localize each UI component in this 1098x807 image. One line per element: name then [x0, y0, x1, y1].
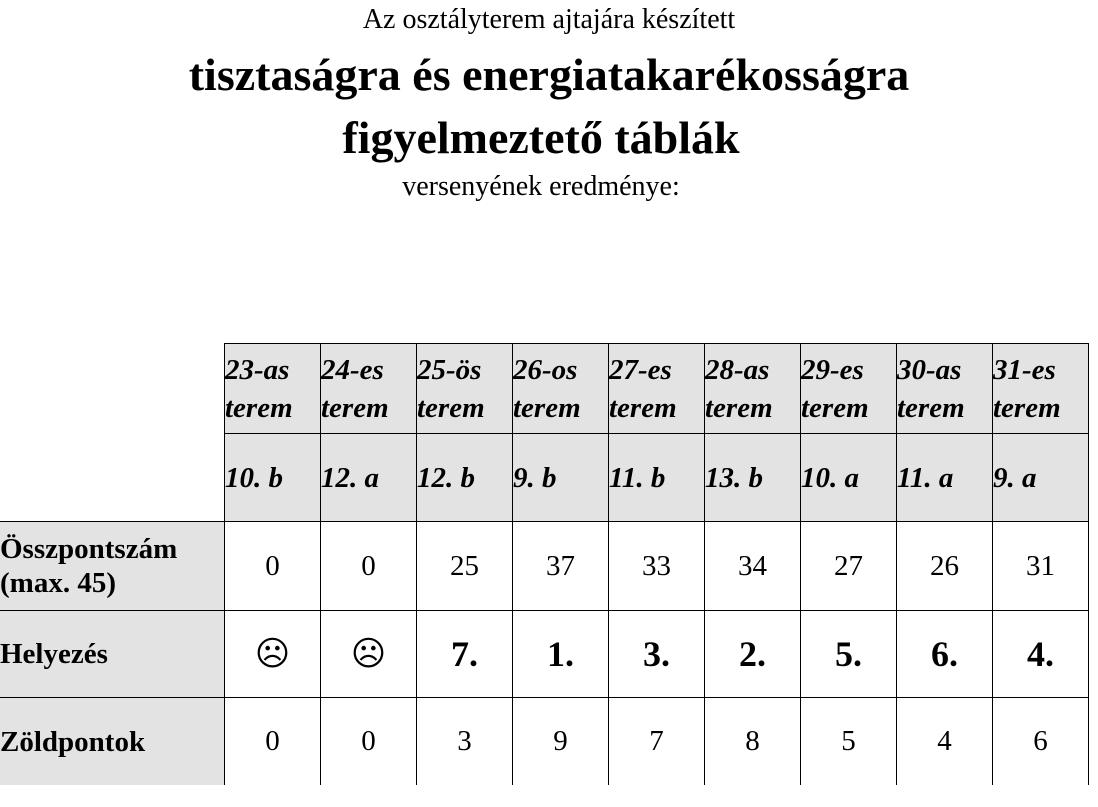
score-label: Összpontszám	[0, 533, 178, 565]
score-cell: 31	[993, 522, 1089, 611]
place-cell: 1.	[513, 611, 609, 698]
room-word: terem	[225, 391, 293, 424]
place-cell: 2.	[705, 611, 801, 698]
class-row	[0, 434, 1089, 522]
room-header	[705, 344, 801, 434]
score-cell: 37	[513, 522, 609, 611]
corner-cell	[0, 344, 225, 434]
class-cell: 9. b	[513, 434, 609, 522]
room-header	[801, 344, 897, 434]
score-max-label: (max. 45)	[0, 567, 116, 599]
room-number: 31-es	[993, 353, 1056, 386]
score-cell: 25	[417, 522, 513, 611]
room-header	[993, 344, 1089, 434]
room-word: terem	[417, 391, 485, 424]
room-word: terem	[801, 391, 869, 424]
room-header	[225, 344, 321, 434]
room-word: terem	[705, 391, 773, 424]
results-table	[0, 343, 1089, 785]
green-cell: 5	[801, 698, 897, 786]
green-row	[0, 698, 1089, 786]
room-number: 23-as	[225, 353, 290, 386]
green-cell: 0	[225, 698, 321, 786]
green-row-label: Zöldpontok	[0, 698, 225, 786]
room-word: terem	[993, 391, 1061, 424]
green-cell: 3	[417, 698, 513, 786]
title-line-2: figyelmeztető táblák	[342, 112, 740, 163]
class-cell: 11. b	[609, 434, 705, 522]
score-cell: 0	[225, 522, 321, 611]
sad-face-icon: ☹	[225, 611, 321, 698]
place-cell: 3.	[609, 611, 705, 698]
score-row-label	[0, 522, 225, 611]
outro-text: versenyének eredménye:	[402, 171, 680, 202]
class-cell: 12. a	[321, 434, 417, 522]
room-number: 25-ös	[417, 353, 482, 386]
class-cell: 10. b	[225, 434, 321, 522]
score-cell: 0	[321, 522, 417, 611]
class-cell: 9. a	[993, 434, 1089, 522]
room-number: 30-as	[897, 353, 962, 386]
score-cell: 27	[801, 522, 897, 611]
place-cell: 6.	[897, 611, 993, 698]
room-header	[609, 344, 705, 434]
room-word: terem	[609, 391, 677, 424]
room-header	[897, 344, 993, 434]
green-cell: 7	[609, 698, 705, 786]
place-cell: 4.	[993, 611, 1089, 698]
room-header	[417, 344, 513, 434]
green-cell: 0	[321, 698, 417, 786]
room-word: terem	[897, 391, 965, 424]
intro-text: Az osztályterem ajtajára készített	[362, 4, 736, 35]
class-cell: 13. b	[705, 434, 801, 522]
room-number: 26-os	[513, 353, 578, 386]
room-number: 29-es	[801, 353, 864, 386]
place-row	[0, 611, 1089, 698]
room-number: 28-as	[705, 353, 770, 386]
room-header	[321, 344, 417, 434]
place-row-label: Helyezés	[0, 611, 225, 698]
room-header	[513, 344, 609, 434]
green-cell: 8	[705, 698, 801, 786]
place-cell: 7.	[417, 611, 513, 698]
class-cell: 11. a	[897, 434, 993, 522]
corner-cell	[0, 434, 225, 522]
room-row	[0, 344, 1089, 434]
class-cell: 10. a	[801, 434, 897, 522]
room-word: terem	[513, 391, 581, 424]
score-cell: 26	[897, 522, 993, 611]
place-cell: 5.	[801, 611, 897, 698]
class-cell: 12. b	[417, 434, 513, 522]
sad-face-icon: ☹	[321, 611, 417, 698]
score-cell: 34	[705, 522, 801, 611]
score-cell: 33	[609, 522, 705, 611]
green-cell: 9	[513, 698, 609, 786]
green-cell: 6	[993, 698, 1089, 786]
green-cell: 4	[897, 698, 993, 786]
room-word: terem	[321, 391, 389, 424]
title-line-1: tisztaságra és energiatakarékosságra	[188, 49, 910, 100]
room-number: 24-es	[321, 353, 384, 386]
score-row	[0, 522, 1089, 611]
room-number: 27-es	[609, 353, 672, 386]
